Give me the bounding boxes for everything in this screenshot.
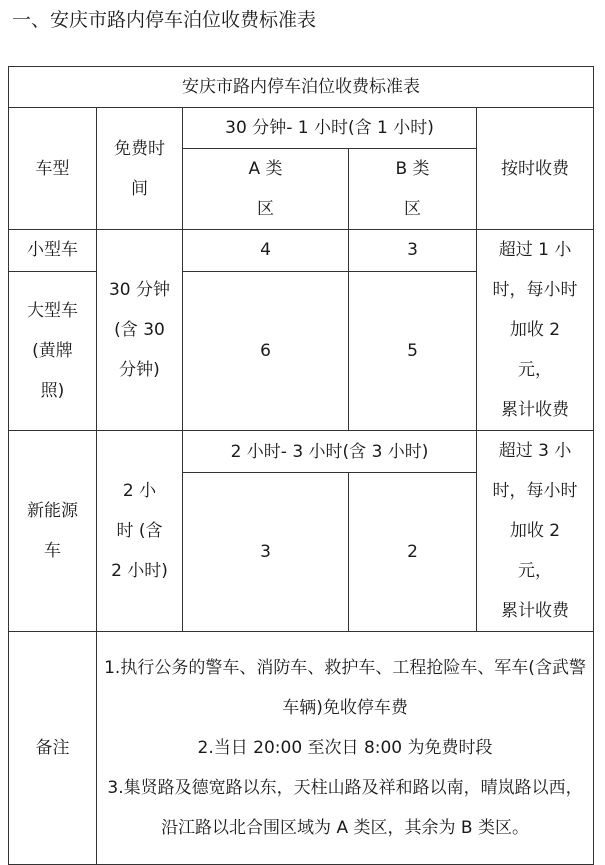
table-caption: 安庆市路内停车泊位收费标准表 (9, 67, 594, 108)
header-free-time: 免费时 间 (114, 138, 165, 199)
remark-item-2: 2.当日 20:00 至次日 8:00 为免费时段 (197, 738, 493, 758)
parking-fee-table (8, 66, 594, 865)
cell-free-time-new-energy: 2 小 时 (含 2 小时) (111, 481, 168, 581)
header-vehicle-type: 车型 (9, 108, 97, 230)
cell-free-time-fuel: 30 分钟 (含 30 分钟) (108, 280, 171, 380)
cell-new-energy: 新能源 车 (27, 501, 78, 561)
remark-item-1: 1.执行公务的警车、消防车、救护车、工程抢险车、军车(含武警车辆)免收停车费 (104, 658, 586, 718)
row-remarks (9, 632, 594, 865)
cell-period-2: 2 小时- 3 小时(含 3 小时) (183, 431, 477, 473)
cell-remarks-content (97, 632, 594, 865)
cell-remarks-label: 备注 (9, 632, 97, 865)
header-zone-b: B 类 区 (395, 159, 430, 219)
cell-fuel-hourly-fee: 超过 1 小 时，每小时 加收 2 元， 累计收费 (492, 240, 578, 420)
cell-new-energy-zone-a: 3 (183, 473, 349, 632)
caption-row (9, 67, 594, 108)
cell-large-zone-b: 5 (349, 271, 477, 430)
cell-large-zone-a: 6 (183, 271, 349, 430)
header-hourly-fee: 按时收费 (477, 108, 594, 230)
remark-item-3: 3.集贤路及德宽路以东，天柱山路及祥和路以南，晴岚路以西，沿江路以北合围区域为 A 类区，其余为 B 类区。 (107, 778, 583, 838)
cell-small-car: 小型车 (9, 230, 97, 272)
cell-small-zone-b: 3 (349, 230, 477, 272)
header-row-1 (9, 108, 594, 149)
row-new-energy-1 (9, 431, 594, 473)
row-small-car (9, 230, 594, 272)
cell-new-energy-hourly-fee: 超过 3 小 时，每小时 加收 2 元， 累计收费 (492, 441, 578, 621)
header-period-1: 30 分钟- 1 小时(含 1 小时) (183, 108, 477, 149)
section-heading: 一、安庆市路内停车泊位收费标准表 (12, 9, 317, 31)
cell-large-car: 大型车 (黄牌 照) (27, 300, 78, 401)
cell-new-energy-zone-b: 2 (349, 473, 477, 632)
header-zone-a: A 类 区 (248, 159, 283, 219)
cell-small-zone-a: 4 (183, 230, 349, 272)
